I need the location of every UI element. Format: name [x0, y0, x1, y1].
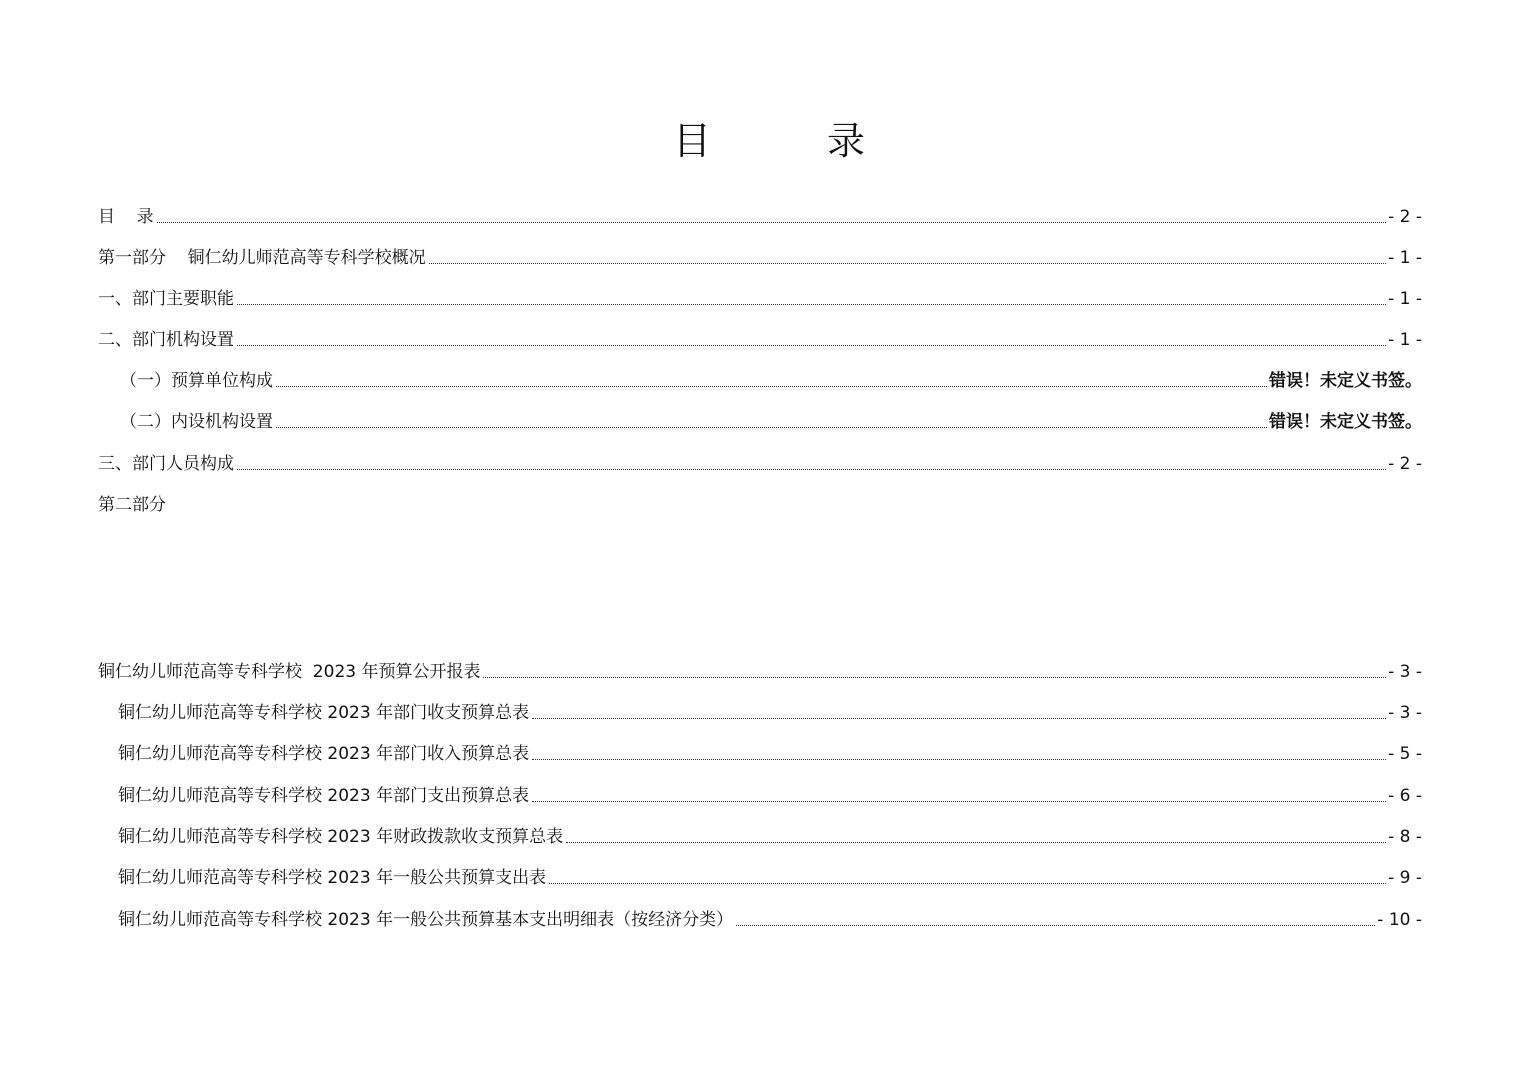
toc-entry-budget-units[interactable] — [98, 364, 1422, 394]
toc-entry-label: 铜仁幼儿师范高等专科学校 2023 年部门支出预算总表 — [118, 786, 530, 806]
toc-entry-label: 二、部门机构设置 — [98, 330, 234, 350]
toc-entry-label: 铜仁幼儿师范高等专科学校 2023 年一般公共预算支出表 — [118, 868, 547, 888]
dot-leader — [532, 759, 1386, 760]
dot-leader — [237, 469, 1386, 470]
toc-entry-label: （二）内设机构设置 — [120, 412, 273, 432]
toc-entry-label: 一、部门主要职能 — [98, 289, 234, 309]
toc-entry-basic-expense-detail[interactable] — [98, 903, 1422, 933]
dot-leader — [237, 345, 1386, 346]
dot-leader — [276, 427, 1267, 428]
toc-entry-page: - 5 - — [1388, 744, 1422, 764]
toc-entry-label: 铜仁幼儿师范高等专科学校 2023 年部门收入预算总表 — [118, 744, 530, 764]
toc-entry-page: - 1 - — [1388, 330, 1422, 350]
dot-leader — [549, 883, 1386, 884]
toc-entry-label: 铜仁幼儿师范高等专科学校 2023 年一般公共预算基本支出明细表（按经济分类） — [118, 910, 734, 930]
dot-leader — [736, 925, 1375, 926]
toc-entry-main-functions[interactable] — [98, 282, 1422, 312]
toc-entry-label: 铜仁幼儿师范高等专科学校 2023 年财政拨款收支预算总表 — [118, 827, 564, 847]
toc-entry-label: 目 录 — [98, 207, 154, 227]
toc-entry-page: - 1 - — [1388, 289, 1422, 309]
toc-entry-staff[interactable] — [98, 447, 1422, 477]
toc-entry-revenue-expense-summary[interactable] — [98, 696, 1422, 726]
dot-leader — [276, 386, 1267, 387]
toc-entry-revenue-summary[interactable] — [98, 737, 1422, 767]
toc-entry-page-error: 错误！未定义书签。 — [1269, 371, 1422, 391]
toc-entry-part-two[interactable] — [98, 488, 1422, 518]
toc-entry-page: - 2 - — [1388, 207, 1422, 227]
toc-entry-org-setup[interactable] — [98, 323, 1422, 353]
toc-entry-page: - 3 - — [1388, 662, 1422, 682]
toc-entry-expense-summary[interactable] — [98, 779, 1422, 809]
toc-entry-page: - 10 - — [1377, 910, 1422, 930]
toc-entry-page: - 3 - — [1388, 703, 1422, 723]
toc-entry-label: 铜仁幼儿师范高等专科学校 2023 年预算公开报表 — [98, 662, 481, 682]
dot-leader — [566, 842, 1386, 843]
toc-entry-label: （一）预算单位构成 — [120, 371, 273, 391]
toc-entry-fiscal-allocation-summary[interactable] — [98, 820, 1422, 850]
toc-entry-page-error: 错误！未定义书签。 — [1269, 412, 1422, 432]
dot-leader — [157, 222, 1386, 223]
toc-entry-internal-orgs[interactable] — [98, 405, 1422, 435]
dot-leader — [429, 263, 1386, 264]
toc-entry-part-one[interactable] — [98, 241, 1422, 271]
dot-leader — [532, 801, 1386, 802]
toc-entry-page: - 9 - — [1388, 868, 1422, 888]
toc-entry-page: - 6 - — [1388, 786, 1422, 806]
dot-leader — [237, 304, 1386, 305]
page-title: 目 录 — [672, 119, 918, 163]
toc-entry-label: 第一部分 铜仁幼儿师范高等专科学校概况 — [98, 248, 426, 268]
toc-entry-page: - 1 - — [1388, 248, 1422, 268]
dot-leader — [483, 677, 1386, 678]
toc-entry-label: 第二部分 — [98, 495, 166, 515]
toc-entry-label: 铜仁幼儿师范高等专科学校 2023 年部门收支预算总表 — [118, 703, 530, 723]
dot-leader — [532, 718, 1386, 719]
toc-entry-contents[interactable] — [98, 200, 1422, 230]
toc-entry-page: - 8 - — [1388, 827, 1422, 847]
toc-entry-general-public-expense[interactable] — [98, 861, 1422, 891]
toc-entry-label: 三、部门人员构成 — [98, 454, 234, 474]
toc-entry-page: - 2 - — [1388, 454, 1422, 474]
toc-entry-budget-report[interactable] — [98, 655, 1422, 685]
